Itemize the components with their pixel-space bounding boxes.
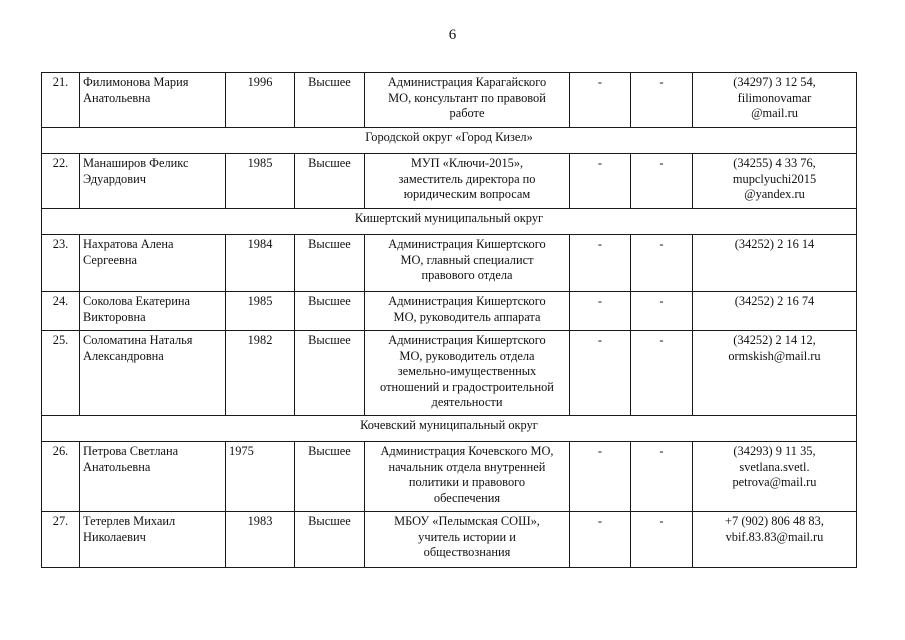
birth-year: 1983 (226, 512, 295, 568)
birth-year: 1985 (226, 292, 295, 331)
contact-line: petrova@mail.ru (732, 475, 817, 489)
contact-line: (34293) 9 11 35, (733, 444, 816, 458)
workplace-position (365, 154, 570, 209)
workplace-line: Администрация Кишертского (388, 294, 546, 308)
contact-line: (34255) 4 33 76, (733, 156, 816, 170)
person-name (80, 73, 226, 128)
person-name (80, 235, 226, 292)
column-6-value: - (570, 292, 631, 331)
contact-info (693, 292, 857, 331)
contact-info (693, 442, 857, 512)
section-header-row (42, 416, 857, 442)
education: Высшее (295, 442, 365, 512)
contact-line: (34252) 2 16 74 (734, 294, 815, 308)
workplace-line: деятельности (431, 395, 503, 409)
person-name (80, 331, 226, 416)
column-6-value: - (570, 442, 631, 512)
person-name (80, 512, 226, 568)
person-name-line: Эдуардович (83, 171, 146, 186)
column-6-value: - (570, 235, 631, 292)
workplace-line: работе (449, 106, 485, 120)
workplace-line: Администрация Кишертского (388, 333, 546, 347)
contact-line: (34252) 2 16 14 (734, 237, 815, 251)
candidates-table (41, 72, 857, 568)
contact-line: +7 (902) 806 48 83, (725, 514, 824, 528)
section-header-row (42, 128, 857, 154)
education: Высшее (295, 154, 365, 209)
column-7-value: - (631, 73, 693, 128)
workplace-line: земельно-имущественных (397, 364, 537, 378)
person-name-line: Тетерлев Михаил (83, 514, 176, 528)
contact-info (693, 331, 857, 416)
section-title: Кишертский муниципальный округ (42, 209, 857, 235)
person-name-line: Анатольевна (83, 90, 151, 105)
column-7-value: - (631, 235, 693, 292)
person-name-line: Соломатина Наталья (83, 333, 193, 347)
table-row (42, 292, 857, 331)
workplace-position (365, 442, 570, 512)
contact-info (693, 235, 857, 292)
workplace-line: Администрация Карагайского (387, 75, 547, 89)
workplace-line: политики и правового (408, 475, 526, 489)
education: Высшее (295, 292, 365, 331)
workplace-position (365, 235, 570, 292)
workplace-position (365, 331, 570, 416)
workplace-position (365, 512, 570, 568)
workplace-line: обществознания (423, 545, 511, 559)
contact-info (693, 73, 857, 128)
person-name-line: Сергеевна (83, 252, 138, 267)
contact-line: (34252) 2 14 12, (733, 333, 816, 347)
workplace-line: учитель истории и (418, 529, 516, 544)
education: Высшее (295, 512, 365, 568)
workplace-line: Администрация Кочевского МО, (380, 444, 554, 458)
workplace-line: заместитель директора по (398, 171, 536, 186)
contact-line: @yandex.ru (744, 187, 805, 201)
person-name (80, 292, 226, 331)
table-row (42, 73, 857, 128)
workplace-line: начальник отдела внутренней (388, 459, 546, 474)
page-number: 6 (448, 27, 457, 43)
contact-line: (34297) 3 12 54, (733, 75, 816, 89)
person-name-line: Петрова Светлана (83, 444, 179, 458)
table-body (42, 73, 857, 568)
row-number: 24. (42, 292, 80, 331)
contact-line: ormskish@mail.ru (728, 348, 821, 363)
contact-line: vbif.83.83@mail.ru (725, 529, 824, 544)
workplace-line: отношений и градостроительной (380, 379, 554, 394)
section-header-row (42, 209, 857, 235)
education: Высшее (295, 331, 365, 416)
workplace-line: правового отдела (421, 268, 513, 282)
table-row (42, 154, 857, 209)
table-row (42, 235, 857, 292)
workplace-position (365, 292, 570, 331)
row-number: 21. (42, 73, 80, 128)
column-6-value: - (570, 512, 631, 568)
column-7-value: - (631, 292, 693, 331)
table-row (42, 331, 857, 416)
workplace-line: МО, главный специалист (400, 252, 534, 267)
contact-info (693, 154, 857, 209)
person-name-line: Филимонова Мария (83, 75, 189, 89)
contact-line: @mail.ru (751, 106, 798, 120)
person-name-line: Анатольевна (83, 459, 151, 474)
column-7-value: - (631, 331, 693, 416)
education: Высшее (295, 73, 365, 128)
education: Высшее (295, 235, 365, 292)
section-title: Городской округ «Город Кизел» (42, 128, 857, 154)
person-name (80, 442, 226, 512)
column-6-value: - (570, 73, 631, 128)
row-number: 25. (42, 331, 80, 416)
birth-year: 1984 (226, 235, 295, 292)
birth-year: 1996 (226, 73, 295, 128)
workplace-position (365, 73, 570, 128)
workplace-line: юридическим вопросам (403, 187, 531, 201)
column-6-value: - (570, 331, 631, 416)
person-name (80, 154, 226, 209)
person-name-line: Соколова Екатерина (83, 294, 190, 308)
birth-year: 1982 (226, 331, 295, 416)
birth-year: 1985 (226, 154, 295, 209)
workplace-line: обеспечения (433, 490, 501, 505)
row-number: 27. (42, 512, 80, 568)
workplace-line: МУП «Ключи-2015», (410, 156, 524, 170)
person-name-line: Манаширов Феликс (83, 156, 189, 170)
row-number: 22. (42, 154, 80, 209)
row-number: 23. (42, 235, 80, 292)
contact-info (693, 512, 857, 568)
person-name-line: Нахратова Алена (83, 237, 174, 251)
row-number: 26. (42, 442, 80, 512)
workplace-line: МБОУ «Пелымская СОШ», (394, 514, 540, 528)
workplace-line: МО, руководитель отдела (399, 348, 535, 363)
workplace-line: Администрация Кишертского (388, 237, 546, 251)
birth-year: 1975 (226, 442, 295, 512)
column-7-value: - (631, 154, 693, 209)
workplace-line: МО, консультант по правовой (388, 90, 546, 105)
table-row (42, 512, 857, 568)
contact-line: filimonovamar (737, 90, 812, 105)
column-7-value: - (631, 512, 693, 568)
person-name-line: Николаевич (83, 529, 146, 544)
section-title: Кочевский муниципальный округ (42, 416, 857, 442)
person-name-line: Александровна (83, 348, 164, 363)
contact-line: svetlana.svetl. (739, 459, 810, 474)
table-row (42, 442, 857, 512)
column-6-value: - (570, 154, 631, 209)
column-7-value: - (631, 442, 693, 512)
workplace-line: МО, руководитель аппарата (393, 309, 541, 324)
person-name-line: Викторовна (83, 309, 146, 324)
contact-line: mupclyuchi2015 (732, 171, 817, 186)
